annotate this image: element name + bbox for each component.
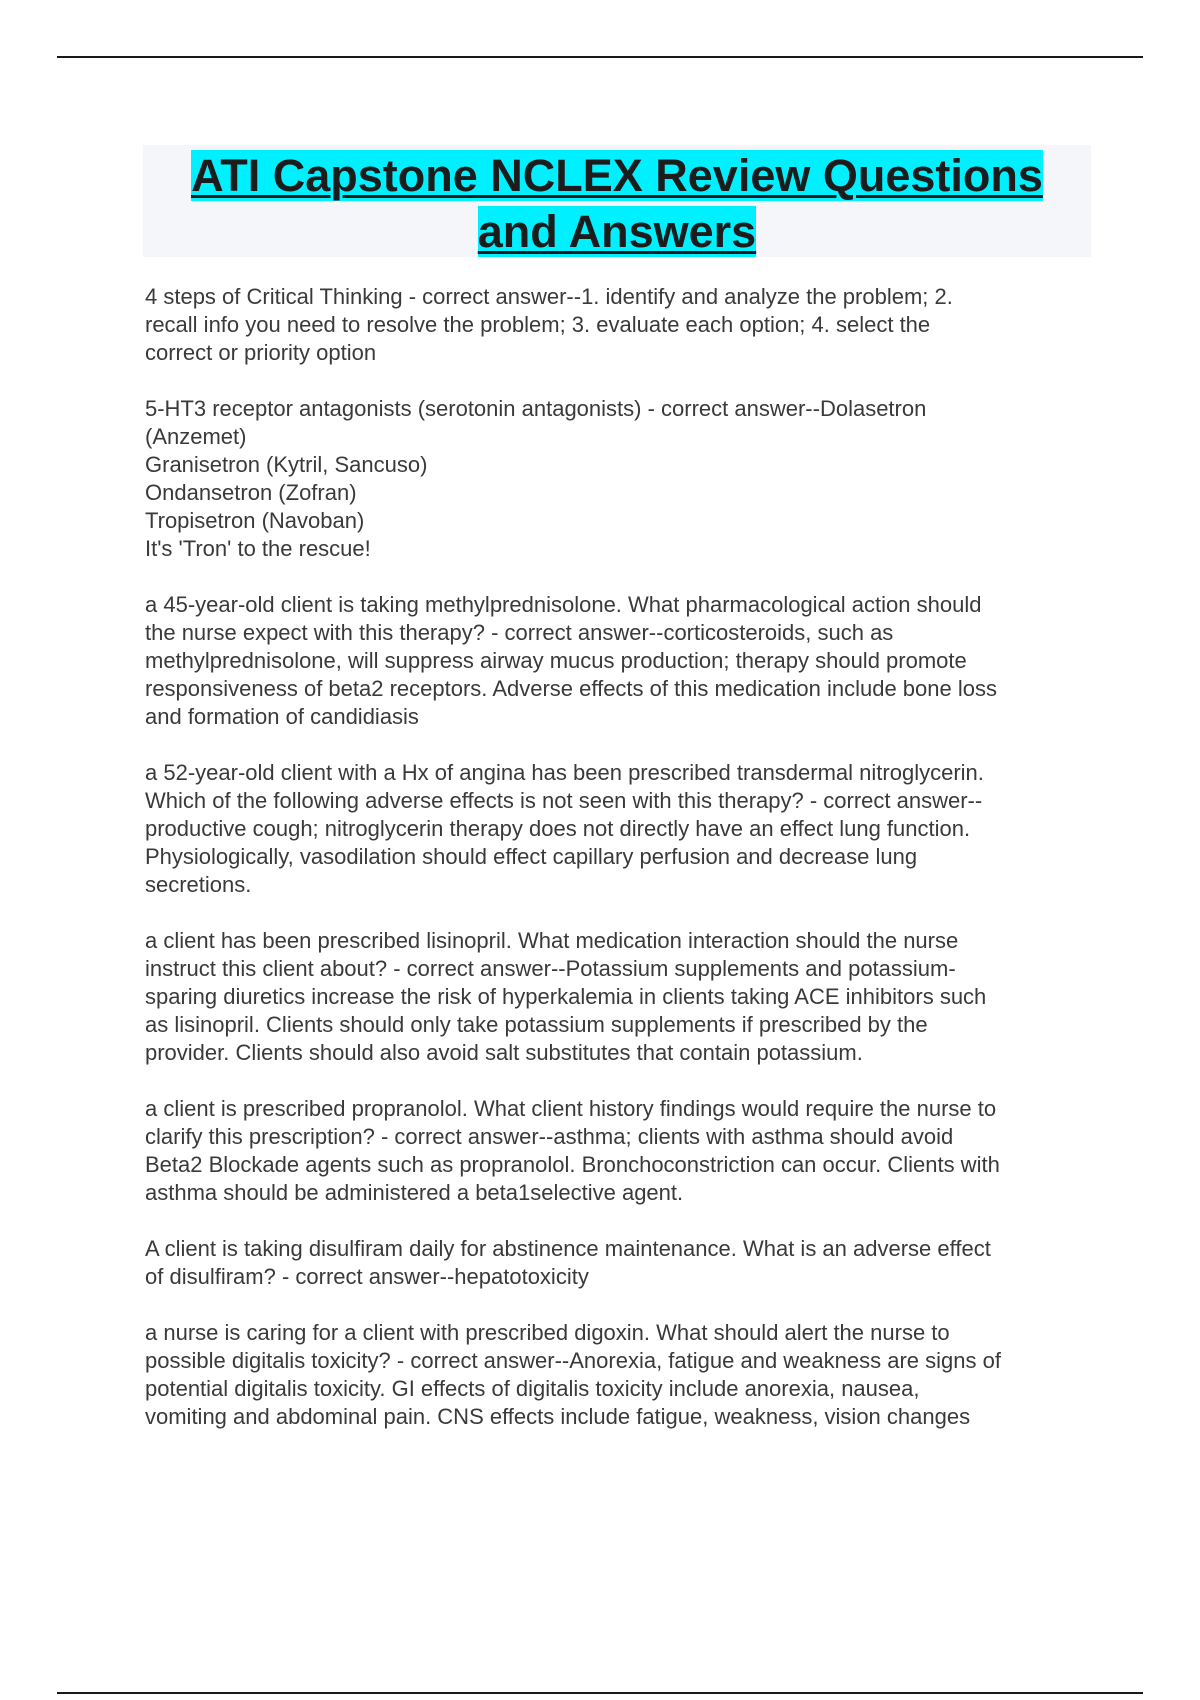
top-rule xyxy=(57,56,1143,58)
qa-entry: a 45-year-old client is taking methylprednisolone. What pharmacological action should the nurse expect with this therapy? - correct answer--corticosteroids, such as methylprednisolone, will suppress airway mucus production; therapy should promote responsiveness of beta2 receptors. Adverse effects of this medication include bone loss and formation of candidiasis xyxy=(145,592,997,729)
title-line-2: and Answers xyxy=(477,206,757,257)
qa-entry: a nurse is caring for a client with prescribed digoxin. What should alert the nurse to possible digitalis toxicity? - correct answer--Anorexia, fatigue and weakness are signs of potential digitalis toxicity. GI effects of digitalis toxicity include anorexia, nausea, vomiting and abdominal pain. CNS effects include fatigue, weakness, vision changes xyxy=(145,1320,1001,1429)
qa-entry: a client has been prescribed lisinopril. What medication interaction should the nurse instruct this client about? - correct answer--Potassium supplements and potassium- sparing diuretics increase the risk of hyperkalemia in clients taking ACE inhibitors such as lisinopril. Clients should only take potassium supplements if prescribed by the provider. Clients should also avoid salt substitutes that contain potassium. xyxy=(145,928,987,1065)
title-block xyxy=(143,145,1091,257)
qa-entry: A client is taking disulfiram daily for abstinence maintenance. What is an adverse effect of disulfiram? - correct answer--hepatotoxicity xyxy=(145,1236,991,1289)
qa-entry: a client is prescribed propranolol. What client history findings would require the nurse to clarify this prescription? - correct answer--asthma; clients with asthma should avoid Beta2 Blockade agents such as propranolol. Bronchoconstriction can occur. Clients with asthma should be administered a beta1selective agent. xyxy=(145,1096,1000,1205)
document-body xyxy=(145,283,1095,1459)
bottom-rule xyxy=(57,1692,1143,1694)
qa-entry: 5-HT3 receptor antagonists (serotonin antagonists) - correct answer--Dolasetron (Anzemet) Granisetron (Kytril, Sancuso) Ondansetron (Zofran) Tropisetron (Navoban) It's 'Tron' to the rescue! xyxy=(145,396,927,561)
qa-entry: 4 steps of Critical Thinking - correct answer--1. identify and analyze the problem; 2. recall info you need to resolve the problem; 3. evaluate each option; 4. select the correct or priority option xyxy=(145,284,953,365)
qa-entry: a 52-year-old client with a Hx of angina has been prescribed transdermal nitroglycerin. Which of the following adverse effects is not seen with this therapy? - correct answer-- productive cough; nitroglycerin therapy does not directly have an effect lung function. Physiologically, vasodilation should effect capillary perfusion and decrease lung secretions. xyxy=(145,760,984,897)
document-title xyxy=(143,145,1091,260)
title-line-1: ATI Capstone NCLEX Review Questions xyxy=(191,150,1043,201)
